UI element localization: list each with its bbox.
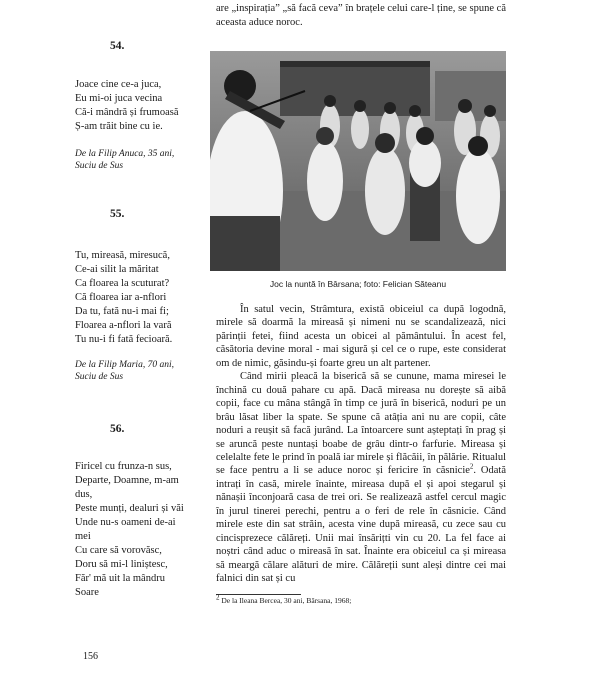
song-55-attribution: De la Filip Maria, 70 ani, Suciu de Sus (75, 360, 174, 382)
page-number: 156 (83, 651, 98, 662)
song-number-54: 54. (110, 40, 125, 52)
main-text (216, 303, 506, 586)
footnote-number: 2 (216, 593, 220, 602)
footnote-text: De la Ileana Bercea, 30 ani, Bârsana, 1968; (221, 596, 352, 605)
photo-caption: Joc la nuntă în Bârsana; foto: Felician Săteanu (269, 279, 447, 289)
song-56-verse: Firicel cu frunza-n sus, Departe, Doamne, m-am dus, Peste munți, dealuri și văi Unde nu-s oameni de-ai mei Cu care să vorovăsc, Doru să mi-l liniștesc, Făr' mă uit la mândru Soare (75, 461, 184, 598)
song-54-verse: Joace cine ce-a juca, Eu mi-oi juca vecina Că-i mândră și frumoasă Ș-am trăit bine cu ie. (75, 79, 179, 132)
footnote-marker[interactable]: 2 (469, 462, 474, 471)
footnote (216, 593, 352, 606)
song-55-verse: Tu, mireasă, miresucă, Ce-ai silit la măritat Ca floarea la scuturat? Că floarea iar a-nflori Da tu, fată nu-i mai fi; Floarea a-nflori la vară Tu nu-i fi fată fecioară. (75, 250, 173, 345)
song-54-attribution: De la Filip Anuca, 35 ani, Suciu de Sus (75, 149, 175, 171)
song-number-55: 55. (110, 208, 125, 220)
paragraph-2-start: Când mirii pleacă la biserică să se cunune, mama miresei le închină cu două pahare cu apă. Dacă mireasa nu dorește să aibă copii, face cu mâna stângă în timp ce jură în biserică, noduri pe un brâu lăsat liber la spate. Se spune că atâția ani nu are copii, câte noduri a reușit să facă jurând. La întoarcere sunt așteptați în prag și se aruncă peste nuntași boabe de grâu dintr-o farfurie. Mireasa și celelalte fete le prind în poală iar mirele și flăcăii, în pălărie. Ritualul se face pentru a li se aduce noroc și fericire în căsnicie (216, 371, 506, 477)
footnote-divider (216, 594, 301, 595)
song-number-56: 56. (110, 423, 125, 435)
paragraph-1: În satul vecin, Strâmtura, există obiceiul ca după logodnă, mirele să doarmă la mireasă și nimeni nu se scandalizează, nici părinții fetei, fiind acesta un obicei al pământului. În acest fel, căsătoria devine moral - mai sigură și cel ce o rupe, este considerat om de nimic, găsindu-și foarte greu un alt partener. (216, 304, 506, 369)
continued-text: are „inspirația” „să facă ceva” în brațele celui care-l ține, se spune că aceasta aduce noroc. (216, 3, 506, 28)
paragraph-2-end: . Odată intrați în casă, mirele înainte, mireasa după el și apoi stegarul și nănașii înconjoară casa de trei ori. Se realizează astfel cercul magic în jurul tinerei perechi, pentru a o feri de rele în căsnicie. Când mirele este din sat străin, acesta vine după mireasă, cu zece sau cu cincisprezece călăreți. Unii mai însărițti vin cu 20. La fel face ai noștri când aduc o mireasă în sat. Înainte era obiceiul ca și mireasa să meargă călare alături de mire. Călăreții sunt aleși dintre cei mai falnici din sat și cu (216, 465, 507, 585)
paragraph-2 (216, 370, 506, 585)
wedding-dance-photo (210, 51, 506, 271)
